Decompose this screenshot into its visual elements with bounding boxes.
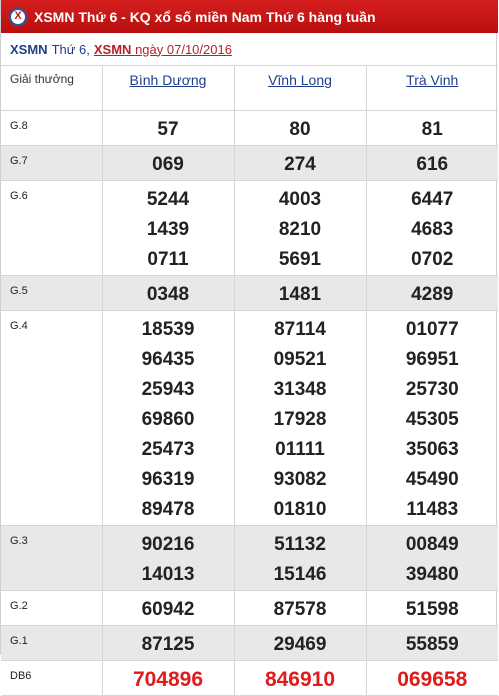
- prize-number: 89478: [141, 499, 195, 520]
- prize-number: 87578: [273, 599, 327, 620]
- prize-label: DB6: [1, 661, 102, 696]
- breadcrumb: [1, 33, 496, 65]
- prize-number: 01111: [275, 439, 325, 460]
- prize-label: G.5: [1, 276, 102, 311]
- prize-number: 274: [284, 154, 316, 175]
- date-link-date: ngày 07/10/2016: [131, 41, 232, 57]
- prize-label: G.4: [1, 311, 102, 526]
- prize-number: 45490: [405, 469, 459, 490]
- prize-number: 069: [152, 154, 184, 175]
- prize-number: 69860: [141, 409, 195, 430]
- prize-number: 25943: [141, 379, 195, 400]
- special-prize-number: 846910: [264, 668, 336, 691]
- table-row: [1, 311, 498, 526]
- prize-number: 01810: [273, 499, 327, 520]
- prize-number: 45305: [405, 409, 459, 430]
- table-header-row: [1, 66, 498, 111]
- title-bar: [1, 0, 498, 33]
- prize-number: 09521: [273, 349, 327, 370]
- result-cell: [102, 181, 234, 276]
- prize-number: 18539: [141, 319, 195, 340]
- date-link[interactable]: [94, 42, 232, 57]
- prize-number: 0711: [147, 249, 189, 270]
- result-cell: [234, 311, 366, 526]
- province-link[interactable]: Trà Vinh: [406, 72, 459, 88]
- prize-number: 81: [421, 119, 443, 140]
- prize-number: 80: [289, 119, 311, 140]
- table-row: [1, 146, 498, 181]
- special-prize-number: 704896: [132, 668, 204, 691]
- province-header: [366, 66, 498, 111]
- prize-number: 96951: [405, 349, 459, 370]
- province-header: [102, 66, 234, 111]
- site-logo-icon[interactable]: X: [9, 8, 27, 26]
- prize-number: 6447: [411, 189, 454, 210]
- prize-number: 35063: [405, 439, 459, 460]
- prize-number: 87125: [141, 634, 195, 655]
- table-row: [1, 111, 498, 146]
- result-cell: [102, 311, 234, 526]
- table-row: [1, 526, 498, 591]
- prize-number: 96435: [141, 349, 195, 370]
- result-cell: [366, 146, 498, 181]
- prize-number: 00849: [405, 534, 459, 555]
- prize-label: G.8: [1, 111, 102, 146]
- table-row: [1, 661, 498, 696]
- prize-number: 51598: [405, 599, 459, 620]
- province-header: [234, 66, 366, 111]
- breadcrumb-day: Thứ 6,: [51, 41, 90, 57]
- result-cell: [366, 526, 498, 591]
- result-cell: [234, 661, 366, 696]
- prize-number: 25730: [405, 379, 459, 400]
- result-cell: [366, 626, 498, 661]
- prize-number: 4003: [278, 189, 322, 210]
- breadcrumb-region: XSMN: [10, 41, 48, 57]
- result-cell: [366, 276, 498, 311]
- prize-number: 8210: [278, 219, 322, 240]
- prize-column-header: Giải thưởng: [1, 66, 102, 111]
- prize-number: 14013: [141, 564, 195, 585]
- result-cell: [234, 276, 366, 311]
- result-cell: [234, 146, 366, 181]
- result-cell: [366, 311, 498, 526]
- result-cell: [366, 591, 498, 626]
- prize-label: G.6: [1, 181, 102, 276]
- prize-number: 29469: [273, 634, 327, 655]
- prize-label: G.1: [1, 626, 102, 661]
- result-cell: [366, 111, 498, 146]
- prize-number: 90216: [141, 534, 195, 555]
- prize-number: 93082: [273, 469, 327, 490]
- prize-number: 57: [157, 119, 179, 140]
- prize-number: 87114: [274, 319, 326, 340]
- result-cell: [234, 591, 366, 626]
- result-cell: [366, 661, 498, 696]
- prize-number: 39480: [405, 564, 459, 585]
- prize-number: 51132: [274, 534, 326, 555]
- prize-number: 60942: [141, 599, 195, 620]
- result-cell: [234, 626, 366, 661]
- prize-number: 1439: [146, 219, 190, 240]
- result-cell: [234, 181, 366, 276]
- results-table: [1, 65, 498, 696]
- result-cell: [234, 526, 366, 591]
- prize-number: 01077: [405, 319, 459, 340]
- table-row: [1, 591, 498, 626]
- special-prize-number: 069658: [397, 668, 468, 691]
- prize-label: G.2: [1, 591, 102, 626]
- date-link-region: XSMN: [93, 41, 132, 57]
- prize-number: 1481: [278, 284, 322, 305]
- prize-number: 616: [416, 154, 449, 175]
- result-cell: [366, 181, 498, 276]
- prize-number: 0702: [411, 249, 454, 270]
- result-cell: [102, 591, 234, 626]
- result-cell: [102, 146, 234, 181]
- table-row: [1, 276, 498, 311]
- prize-number: 17928: [273, 409, 327, 430]
- prize-number: 11483: [406, 499, 459, 520]
- table-row: [1, 626, 498, 661]
- prize-number: 5244: [146, 189, 190, 210]
- result-cell: [102, 111, 234, 146]
- prize-number: 15146: [273, 564, 327, 585]
- table-row: [1, 181, 498, 276]
- province-link[interactable]: Bình Dương: [129, 72, 207, 88]
- result-cell: [234, 111, 366, 146]
- prize-number: 4289: [411, 284, 454, 305]
- prize-rows: [1, 111, 498, 696]
- result-cell: [102, 626, 234, 661]
- prize-number: 96319: [141, 469, 195, 490]
- prize-label: G.7: [1, 146, 102, 181]
- page-title: XSMN Thứ 6 - KQ xổ số miền Nam Thứ 6 hàng tuần: [34, 8, 376, 25]
- result-cell: [102, 661, 234, 696]
- prize-label: G.3: [1, 526, 102, 591]
- result-cell: [102, 526, 234, 591]
- result-cell: [102, 276, 234, 311]
- province-link[interactable]: Vĩnh Long: [268, 72, 332, 88]
- prize-number: 5691: [278, 249, 322, 270]
- prize-number: 4683: [411, 219, 454, 240]
- prize-number: 31348: [273, 379, 327, 400]
- prize-number: 0348: [146, 284, 190, 305]
- prize-number: 55859: [405, 634, 459, 655]
- prize-number: 25473: [141, 439, 195, 460]
